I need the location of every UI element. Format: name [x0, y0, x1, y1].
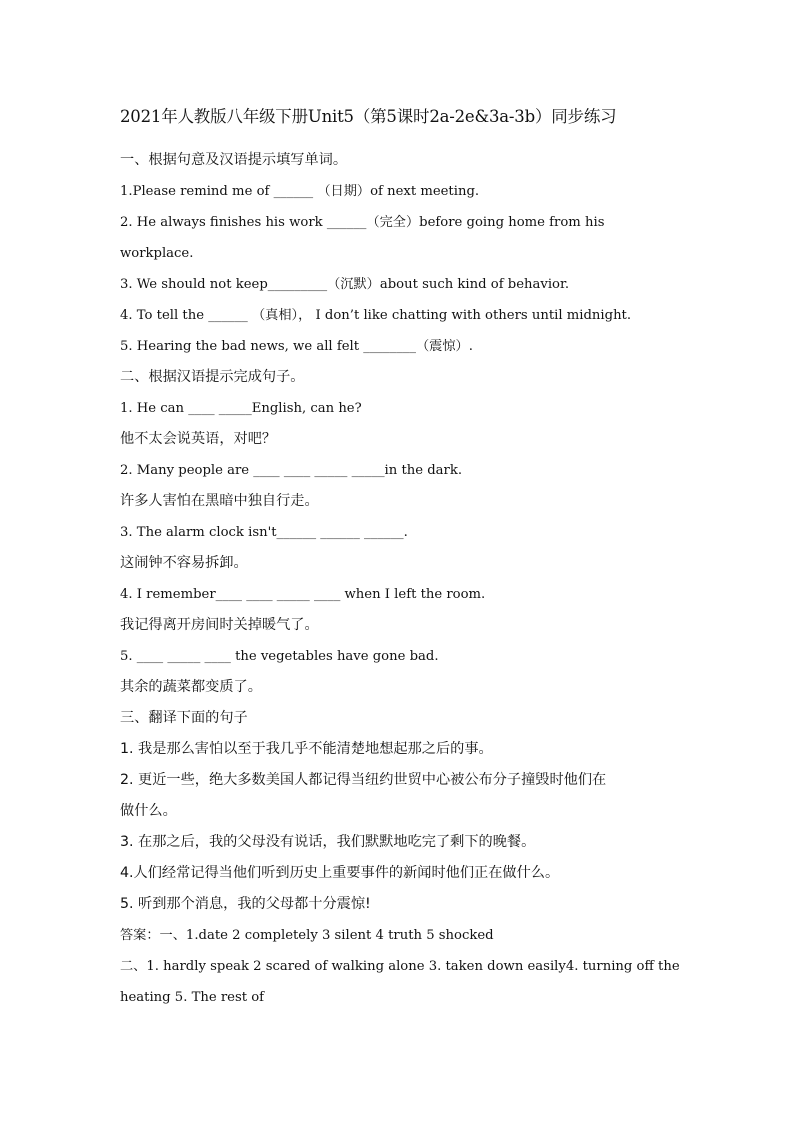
section-heading: 二、根据汉语提示完成句子。	[120, 369, 305, 385]
section-heading: 一、根据句意及汉语提示填写单词。	[120, 152, 348, 168]
text-line: 5. 听到那个消息，我的父母都十分震惊!	[120, 896, 371, 912]
text-line: 1.Please remind me of ______ （日期）of next meeting.	[120, 184, 480, 199]
text-line: 3. We should not keep_________（沉默）about such kind of behavior.	[120, 277, 570, 292]
text-line: 我记得离开房间时关掉暖气了。	[120, 617, 319, 633]
text-line: 这闹钟不容易拆卸。	[120, 555, 248, 571]
text-line: 二、1. hardly speak 2 scared of walking alone 3. taken down easily4. turning off the	[120, 959, 680, 974]
text-line: workplace.	[120, 246, 194, 261]
text-line: 2. He always finishes his work ______（完全）before going home from his	[120, 215, 605, 230]
text-line: 许多人害怕在黑暗中独自行走。	[120, 493, 319, 509]
text-line: 做什么。	[120, 803, 177, 819]
text-line: 1. 我是那么害怕以至于我几乎不能清楚地想起那之后的事。	[120, 741, 493, 757]
text-line: 3. The alarm clock isn't______ ______ ______.	[120, 525, 408, 540]
text-line: 5. Hearing the bad news, we all felt ________（震惊）.	[120, 339, 473, 354]
text-line: 他不太会说英语，对吧？	[120, 431, 277, 447]
text-line: heating 5. The rest of	[120, 990, 265, 1005]
document-body	[120, 145, 680, 1013]
text-line: 答案：一、1.date 2 completely 3 silent 4 truth 5 shocked	[120, 928, 494, 943]
section-heading: 三、翻译下面的句子	[120, 710, 248, 726]
text-line: 3. 在那之后，我的父母没有说话，我们默默地吃完了剩下的晚餐。	[120, 834, 536, 850]
text-line: 1. He can ____ _____English, can he?	[120, 401, 362, 416]
document-title: 2021年人教版八年级下册Unit5（第5课时2a-2e&3a-3b）同步练习	[120, 107, 617, 126]
text-line: 4. I remember____ ____ _____ ____ when I left the room.	[120, 587, 486, 602]
text-line: 4.人们经常记得当他们听到历史上重要事件的新闻时他们正在做什么。	[120, 865, 560, 881]
text-line: 5. ____ _____ ____ the vegetables have gone bad.	[120, 649, 439, 664]
text-line: 其余的蔬菜都变质了。	[120, 679, 262, 695]
text-line: 2. 更近一些，绝大多数美国人都记得当纽约世贸中心被公布分子撞毁时他们在	[120, 772, 607, 788]
text-line: 4. To tell the ______ （真相）， I don’t like chatting with others until midnight.	[120, 308, 632, 323]
text-line: 2. Many people are ____ ____ _____ _____in the dark.	[120, 463, 463, 478]
